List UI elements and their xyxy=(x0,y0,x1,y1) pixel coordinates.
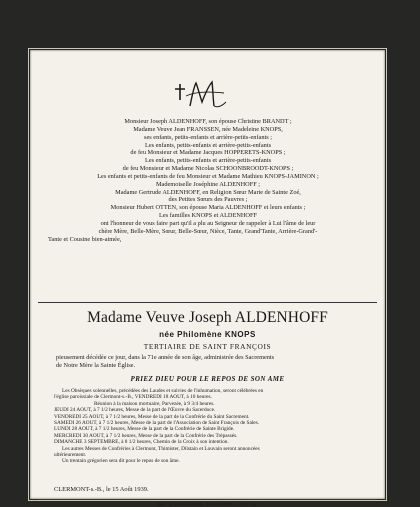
family-line: Mademoiselle Joséphine ALDENHOFF ; xyxy=(155,180,261,188)
ceremony-line: ultérieurement. xyxy=(54,452,87,459)
family-line: de feu Monsieur et Madame Nicolas SCHOONBROODT-KNOPS ; xyxy=(122,165,294,173)
death-notice xyxy=(56,354,366,370)
ceremony-line: Les Obsèques solennelles, précédées des Laudes et suivies de l'inhumation, seront célébrées en xyxy=(62,388,264,394)
prayer-request: PRIEZ DIEU POUR LE REPOS DE SON AME xyxy=(130,375,285,383)
family-line: ses enfants, petits-enfants et arrière-petits-enfants ; xyxy=(144,133,272,141)
deceased-name: Madame Veuve Joseph ALDENHOFF xyxy=(87,309,328,326)
ceremony-line: LUNDI 28 AOUT, à 7 1/2 heures, Messe de la part de la Confrérie de Sainte Brigide. xyxy=(54,426,235,433)
funeral-card xyxy=(30,50,385,507)
family-line: Monsieur Joseph ALDENHOFF, son épouse Christine BRANDT ; xyxy=(124,118,292,125)
ceremony-schedule xyxy=(54,388,376,465)
family-line: Les enfants, petits-enfants et arrière-petits-enfants xyxy=(144,141,272,149)
place-date: CLERMONT-s.-B., le 15 Août 1939. xyxy=(54,486,149,493)
ceremony-line: SAMEDI 26 AOUT, à 7 1/2 heures, Messe de la part de l'Association de Saint François de Sales. xyxy=(54,420,260,427)
ceremony-line: Les autres Messes de Confréries à Clermont, Thimister, Dilstain et Louvain seront annoncées xyxy=(62,445,260,452)
family-line: Les familles KNOPS et ALDENHOFF xyxy=(159,212,257,220)
family-line: chère Mère, Belle-Mère, Sœur, Belle-Sœur, Nièce, Tante, Grand'Tante, Arrière-Grand'- xyxy=(98,227,318,235)
ceremony-line: JEUDI 24 AOUT, à 7 1/2 heures, Messe de la part de l'Œuvre du Sacerdoce. xyxy=(54,407,216,414)
notice-line: de Notre Mère la Sainte Église. xyxy=(56,361,136,369)
ceremony-line: Réunion à la maison mortuaire, Parvezée, à 9 3/4 heures. xyxy=(94,400,215,407)
notice-line: pieusement décédée ce jour, dans la 71e année de son âge, administrée des Sacrements xyxy=(56,354,275,361)
family-announcement xyxy=(38,118,378,244)
family-line: Madame Gertrude ALDENHOFF, en Religion Sœur Marie de Sainte Zoé, xyxy=(115,188,301,196)
family-line: ont l'honneur de vous faire part qu'il a plu au Seigneur de rappeler à Lui l'âme de leur xyxy=(100,219,316,227)
ceremony-line: VENDREDI 25 AOUT, à 7 1/2 heures, Messe de la part de la Confrérie du Saint Sacrement. xyxy=(54,413,250,420)
ceremony-line: Un trentain grégorien sera dit pour le repos de son âme. xyxy=(62,458,180,465)
family-line: Madame Veuve Jean FRANSSEN, née Madeleine KNOPS, xyxy=(133,125,283,133)
cross-monogram-icon xyxy=(172,78,232,112)
ceremony-line: DIMANCHE 3 SEPTEMBRE, à 8 1/2 heures, Chemin de la Croix à son intention. xyxy=(54,439,229,446)
family-line: des Petites Sœurs des Pauvres ; xyxy=(168,196,248,204)
footer-divider xyxy=(38,499,377,500)
maiden-name: née Philomène KNOPS xyxy=(159,330,256,339)
divider xyxy=(38,302,377,303)
family-line: Tante et Cousine bien-aimée, xyxy=(48,235,122,243)
ceremony-line: l'église paroissiale de Clermont-s.-B., VENDREDI 18 AOUT, à 10 heures. xyxy=(54,394,212,401)
tertiary-title: TERTIAIRE DE SAINT FRANÇOIS xyxy=(143,342,272,351)
family-line: Monsieur Hubert OTTEN, son épouse Maria ALDENHOFF et leurs enfants ; xyxy=(110,204,306,212)
family-line: Les enfants, petits-enfants et arrière-petits-enfants xyxy=(144,157,272,165)
family-line: de feu Monsieur et Madame Jacques HOPPERETS-KNOPS ; xyxy=(130,149,286,157)
printer-imprint: IMP. J. THOMASSIN, THIMISTER — TEL. 57 xyxy=(157,502,258,507)
ceremony-line: MERCREDI 30 AOUT, à 7 1/2 heures, Messe de la part de la Confrérie des Trépassés. xyxy=(54,432,238,439)
family-line: Les enfants et petits-enfants de feu Monsieur et Madame Mathieu KNOPS-JAMINON ; xyxy=(97,172,319,180)
